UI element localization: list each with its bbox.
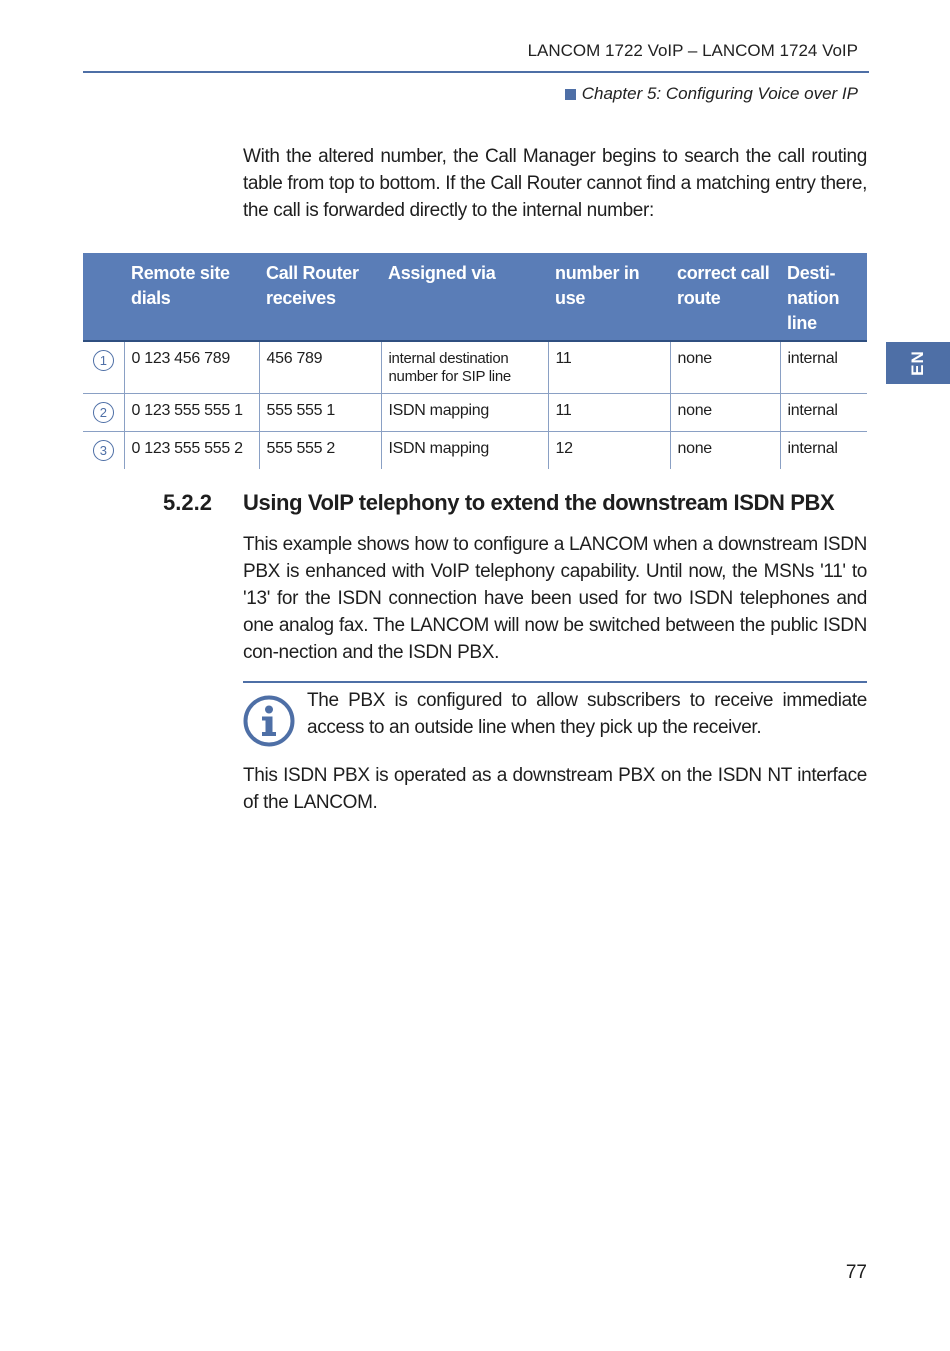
- row-marker: [83, 341, 124, 393]
- table-cell: none: [670, 431, 780, 469]
- note-text: The PBX is configured to allow subscribers to receive immediate access to an outside line when they pick up the receiver.: [307, 690, 867, 738]
- chapter-square-icon: [565, 89, 576, 100]
- header-rule: [83, 71, 869, 73]
- table-header-row: [83, 253, 867, 341]
- table-cell: 11: [548, 341, 670, 393]
- section-number: 5.2.2: [163, 490, 212, 515]
- language-tab-label: EN: [908, 350, 927, 376]
- table-cell: none: [670, 341, 780, 393]
- circled-number-icon: 2: [93, 402, 114, 423]
- table-header-marker: [83, 253, 124, 341]
- circled-number-icon: 1: [93, 350, 114, 371]
- chapter-heading: [565, 84, 858, 104]
- table-cell: none: [670, 393, 780, 431]
- row-marker: [83, 393, 124, 431]
- table-cell: 12: [548, 431, 670, 469]
- note-rule: [243, 681, 867, 683]
- table-cell: internal: [780, 393, 867, 431]
- table-header: correct call route: [670, 253, 780, 341]
- call-routing-table: [83, 253, 867, 469]
- table-cell: internal destination number for SIP line: [381, 341, 548, 393]
- table-header: Assigned via: [381, 253, 548, 341]
- table-cell: 0 123 456 789: [124, 341, 259, 393]
- example-paragraph: This example shows how to configure a LANCOM when a downstream ISDN PBX is enhanced with VoIP telephony capability. Until now, the MSNs '11' to '13' for the ISDN connection have been used for two ISDN telephones and one analog fax. The LANCOM will now be switched between the public ISDN con-nection and the ISDN PBX.: [243, 534, 867, 663]
- intro-paragraph: With the altered number, the Call Manager begins to search the call routing table from top to bottom. If the Call Router cannot find a matching entry there, the call is forwarded directly to the internal number:: [243, 146, 867, 221]
- table-cell: 0 123 555 555 2: [124, 431, 259, 469]
- row-marker: [83, 431, 124, 469]
- chapter-label: Chapter 5: Configuring Voice over IP: [581, 84, 858, 103]
- table-cell: 11: [548, 393, 670, 431]
- section-title: Using VoIP telephony to extend the downstream ISDN PBX: [243, 490, 835, 515]
- circled-number-icon: 3: [93, 440, 114, 461]
- table-cell: 0 123 555 555 1: [124, 393, 259, 431]
- table-row: [83, 431, 867, 469]
- page-number: 77: [845, 1262, 867, 1283]
- language-tab: [886, 342, 950, 384]
- closing-paragraph: This ISDN PBX is operated as a downstream PBX on the ISDN NT interface of the LANCOM.: [243, 765, 867, 813]
- header-title: LANCOM 1722 VoIP – LANCOM 1724 VoIP: [527, 41, 858, 60]
- table-cell: 456 789: [259, 341, 381, 393]
- table-row: [83, 341, 867, 393]
- table-row: [83, 393, 867, 431]
- table-cell: 555 555 2: [259, 431, 381, 469]
- table-cell: internal: [780, 341, 867, 393]
- table-header: Desti-nation line: [780, 253, 867, 341]
- table-cell: ISDN mapping: [381, 431, 548, 469]
- info-icon: [243, 695, 295, 747]
- table-header: Call Router receives: [259, 253, 381, 341]
- table-header: number in use: [548, 253, 670, 341]
- table-cell: ISDN mapping: [381, 393, 548, 431]
- table-header: Remote site dials: [124, 253, 259, 341]
- table-cell: internal: [780, 431, 867, 469]
- table-cell: 555 555 1: [259, 393, 381, 431]
